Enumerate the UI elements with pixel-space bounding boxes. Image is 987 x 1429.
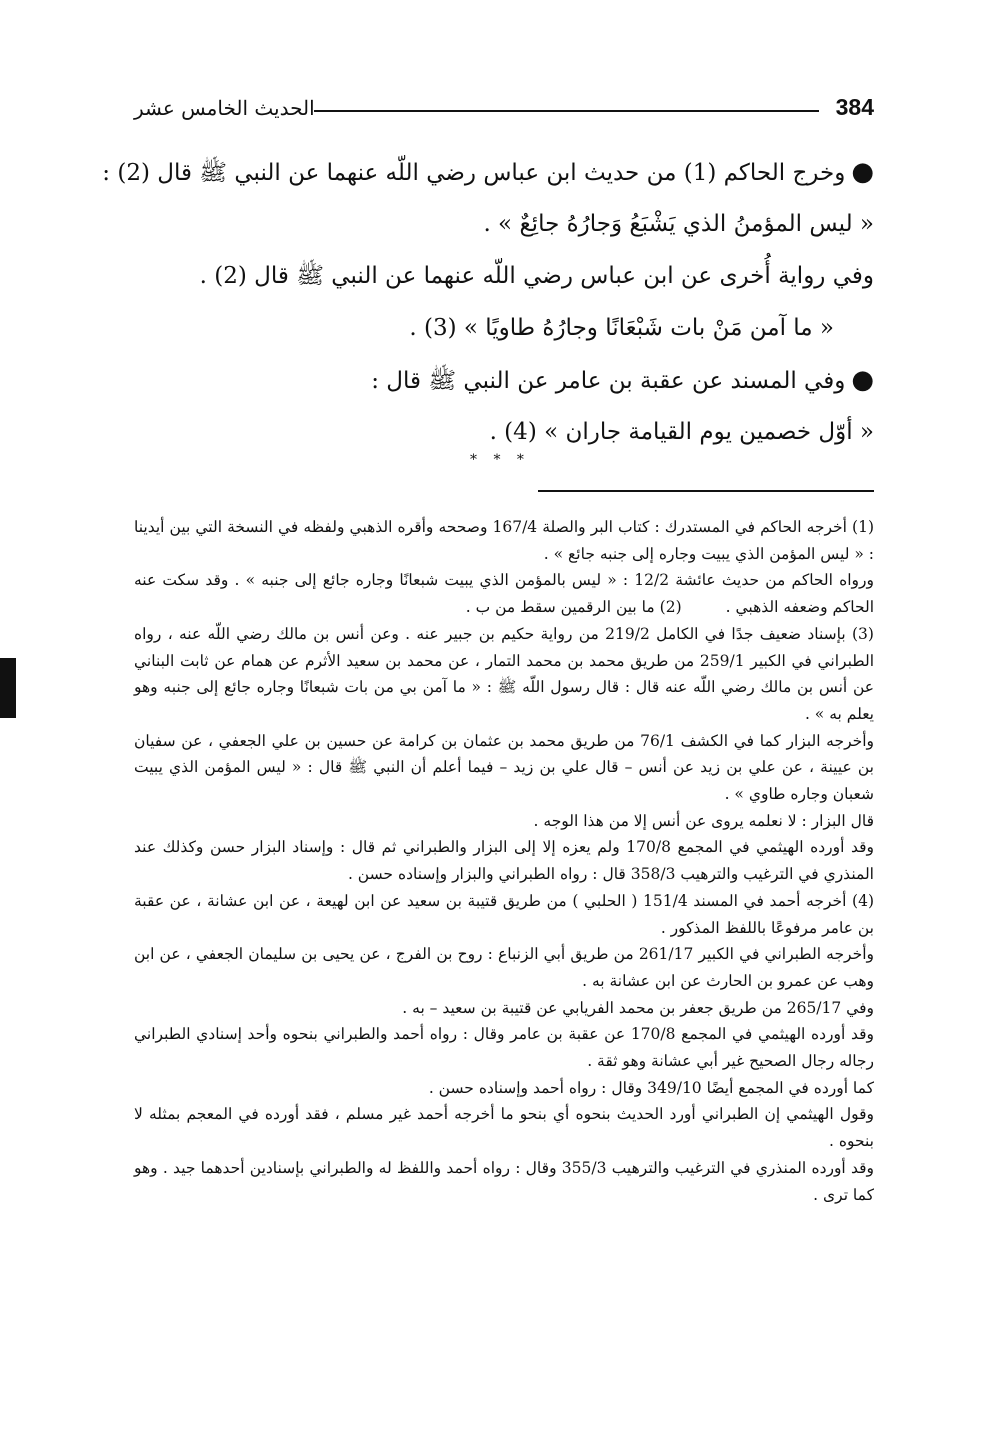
header-rule [314, 110, 819, 112]
footnote-paragraph: (1) أخرجه الحاكم في المستدرك : كتاب البر والصلة 167/4 وصححه وأقره الذهبي ولفظه في النسخة التي بين أيدينا : « ليس المؤمن الذي يبيت وجاره إلى جنبه جائع » . [134, 518, 874, 563]
main-line: « ليس المؤمنُ الذي يَشْبَعُ وَجارُهُ جائِعٌ » . [483, 211, 874, 237]
footnote-paragraph: ورواه الحاكم من حديث عائشة 12/2 : « ليس بالمؤمن الذي يبيت شبعانًا وجاره جائع إلى جنبه » . وقد سكت عنه الحاكم وضعفه الذهبي .(2) ما بين الرقمين سقط من ب . [134, 571, 874, 617]
main-line: « ما آمن مَنْ بات شَبْعَانًا وجارُهُ طاويًا » (3) . [409, 315, 834, 341]
main-line: ●وخرج الحاكم (1) من حديث ابن عباس رضي اللّه عنهما عن النبي ﷺ قال (2) : [102, 157, 874, 187]
main-line: ●وفي المسند عن عقبة بن عامر عن النبي ﷺ قال : [371, 365, 874, 395]
footnote-paragraph: (3) بإسناد ضعيف جدًا في الكامل 219/2 من رواية حكيم بن جبير عنه . وعن أنس بن مالك رضي اللّه عنه ، رواه الطبراني في الكبير 259/1 من طريق محمد بن محمد التمار ، عن محمد بن سعيد الأثرم عن همام عن ثابت البناني عن أنس بن مالك رضي اللّه عنه قال : قال رسول اللّه ﷺ : « ما آمن بي من بات شبعانًا وجاره جائع إلى جنبه وهو يعلم به » . [134, 624, 875, 723]
footnote-paragraph: وفي 265/17 من طريق جعفر بن محمد الفريابي عن قتيبة بن سعيد – به . [402, 998, 874, 1017]
footnote-rule [538, 490, 874, 492]
footnote-2: (2) ما بين الرقمين سقط من ب . [465, 598, 682, 617]
main-line: « أوّل خصمين يوم القيامة جاران » (4) . [489, 419, 874, 445]
bullet-icon: ● [851, 365, 874, 395]
footnote-paragraph: وأخرجه البزار كما في الكشف 76/1 من طريق محمد بن عثمان بن كرامة عن حسين بن علي الجعفي ، عن سفيان بن عيينة ، عن علي بن زيد عن أنس – قال علي بن زيد – فيما أعلم أن النبي ﷺ قال : « ليس المؤمن الذي يبيت شعبان وجاره طاوي » . [134, 731, 874, 804]
section-separator-stars: * * * [470, 452, 530, 468]
main-line: وفي رواية أُخرى عن ابن عباس رضي اللّه عنهما عن النبي ﷺ قال (2) . [199, 263, 874, 289]
running-title: الحديث الخامس عشر [134, 96, 315, 120]
footnote-paragraph: كما أورده في المجمع أيضًا 349/10 وقال : رواه أحمد وإسناده حسن . [428, 1078, 874, 1097]
footnote-paragraph: وقد أورده المنذري في الترغيب والترهيب 355/3 وقال : رواه أحمد واللفظ له والطبراني بإسنادين أحدهما جيد . وهو كما ترى . [134, 1158, 875, 1204]
footnote-paragraph: وقد أورده الهيثمي في المجمع 170/8 ولم يعزه إلا إلى البزار والطبراني ثم قال : وإسناد البزار حسن وكذلك عند المنذري في الترغيب والترهيب 358/3 قال : رواه الطبراني والبزار وإسناده حسن . [134, 838, 874, 884]
margin-binding-mark [0, 658, 16, 718]
footnote-paragraph: وقد أورده الهيثمي في المجمع 170/8 عن عقبة بن عامر وقال : رواه أحمد والطبراني بنحوه وأحد إسنادي الطبراني رجاله رجال الصحيح غير أبي عشانة وهو ثقة . [134, 1025, 874, 1071]
page-header [134, 94, 874, 128]
footnote-paragraph: قال البزار : لا نعلمه يروى عن أنس إلا من هذا الوجه . [533, 811, 874, 830]
bullet-icon: ● [851, 157, 874, 187]
footnote-paragraph: (4) أخرجه أحمد في المسند 151/4 ( الحلبي ) من طريق قتيبة بن سعيد عن ابن لهيعة ، عن ابن عشانة ، عن عقبة بن عامر مرفوعًا باللفظ المذكور . [134, 891, 874, 937]
footnote-paragraph: وأخرجه الطبراني في الكبير 261/17 من طريق أبي الزنباع : روح بن الفرج ، عن يحيى بن سليمان الجعفي ، عن ابن وهب عن عمرو بن الحارث عن ابن عشانة به . [134, 945, 874, 990]
main-text [102, 146, 874, 458]
page-number: 384 [835, 94, 874, 120]
footnotes [134, 514, 874, 1208]
footnote-paragraph: وقول الهيثمي إن الطبراني أورد الحديث بنحوه أي بنحو ما أخرجه أحمد غير مسلم ، فقد أورده في المعجم بمثله لا بنحوه . [134, 1105, 874, 1151]
